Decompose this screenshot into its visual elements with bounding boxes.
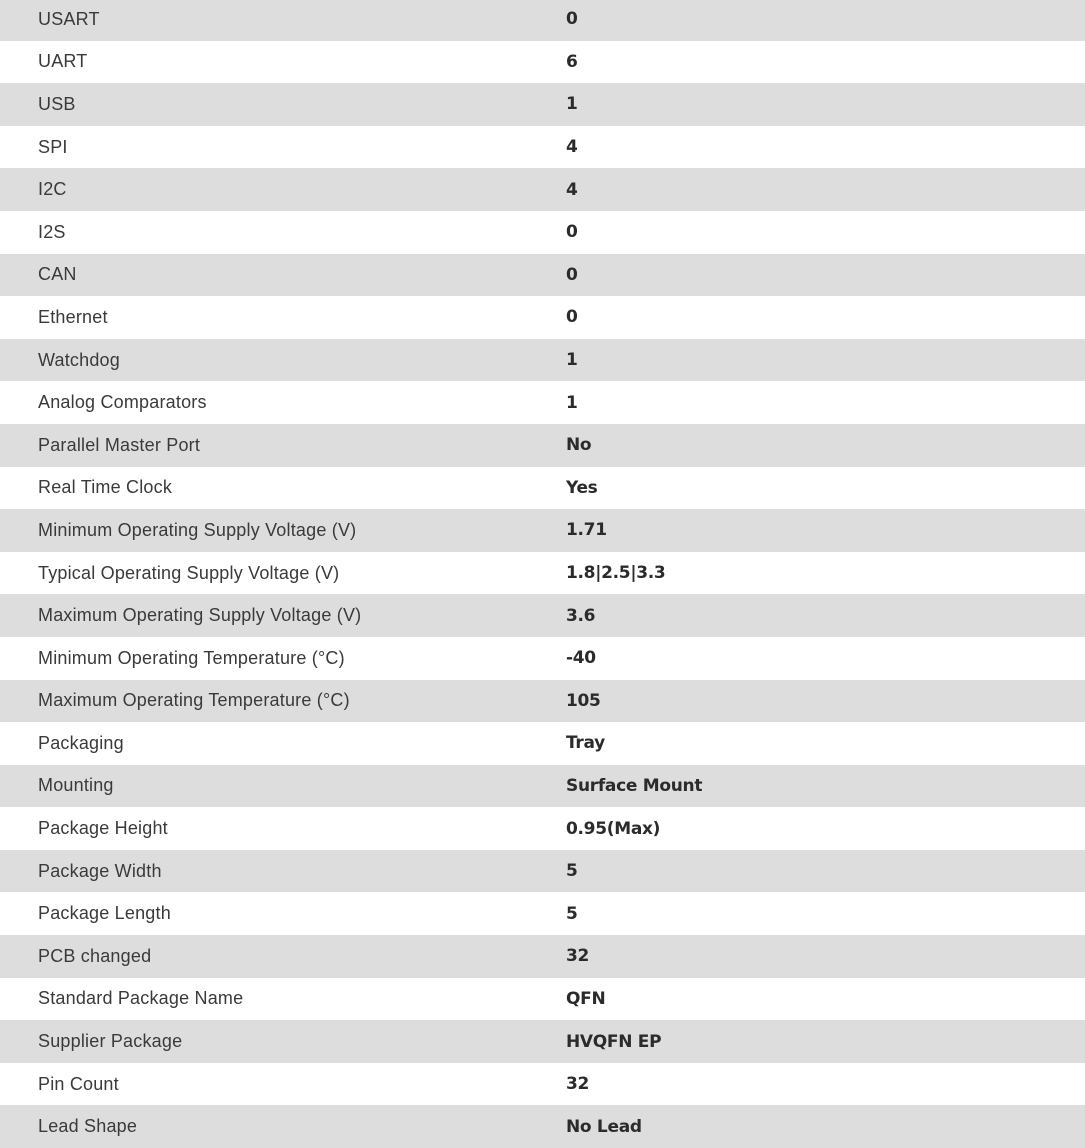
spec-label: Minimum Operating Supply Voltage (V) <box>38 519 357 540</box>
spec-label: Ethernet <box>38 306 108 327</box>
table-row <box>0 83 1085 126</box>
spec-value: 0 <box>566 307 578 328</box>
spec-label: PCB changed <box>38 945 152 966</box>
spec-value: 3.6 <box>566 605 596 626</box>
spec-value: Yes <box>566 477 598 498</box>
table-row <box>0 1020 1085 1063</box>
table-row <box>0 381 1085 424</box>
spec-label: Pin Count <box>38 1073 119 1094</box>
table-row <box>0 41 1085 84</box>
spec-label: USART <box>38 8 100 29</box>
spec-label: Supplier Package <box>38 1031 183 1052</box>
spec-value: 32 <box>566 946 590 967</box>
spec-label: I2C <box>38 179 67 200</box>
spec-label: SPI <box>38 136 68 157</box>
spec-value: 5 <box>566 861 578 882</box>
spec-value: 6 <box>566 51 578 72</box>
table-row <box>0 1063 1085 1106</box>
spec-value: QFN <box>566 988 606 1009</box>
spec-value: 1.71 <box>566 520 607 541</box>
table-row <box>0 0 1085 41</box>
table-row <box>0 807 1085 850</box>
table-row <box>0 467 1085 510</box>
spec-label: Lead Shape <box>38 1116 138 1137</box>
table-row <box>0 892 1085 935</box>
table-row <box>0 296 1085 339</box>
spec-value: 0 <box>566 222 578 243</box>
spec-label: Packaging <box>38 732 124 753</box>
table-row <box>0 126 1085 169</box>
table-row <box>0 850 1085 893</box>
spec-value: No Lead <box>566 1116 642 1137</box>
table-row <box>0 168 1085 211</box>
spec-label: Typical Operating Supply Voltage (V) <box>38 562 340 583</box>
spec-label: Parallel Master Port <box>38 434 201 455</box>
spec-label: Package Width <box>38 860 162 881</box>
spec-value: 1.8|2.5|3.3 <box>566 563 666 584</box>
spec-label: Analog Comparators <box>38 392 207 413</box>
spec-value: -40 <box>566 648 596 669</box>
spec-label: Standard Package Name <box>38 988 244 1009</box>
table-row <box>0 509 1085 552</box>
spec-label: Maximum Operating Temperature (°C) <box>38 690 350 711</box>
table-row <box>0 978 1085 1021</box>
table-row <box>0 552 1085 595</box>
spec-value: 0.95(Max) <box>566 818 661 839</box>
spec-value: 32 <box>566 1074 590 1095</box>
table-row <box>0 424 1085 467</box>
spec-value: Surface Mount <box>566 775 703 796</box>
spec-label: USB <box>38 93 76 114</box>
spec-label: CAN <box>38 264 77 285</box>
spec-label: I2S <box>38 221 66 242</box>
spec-value: 0 <box>566 264 578 285</box>
spec-value: 1 <box>566 94 578 115</box>
spec-value: 1 <box>566 392 578 413</box>
spec-value: 1 <box>566 350 578 371</box>
spec-label: Package Height <box>38 818 168 839</box>
table-row <box>0 722 1085 765</box>
spec-label: Minimum Operating Temperature (°C) <box>38 647 345 668</box>
spec-value: No <box>566 435 592 456</box>
table-row <box>0 637 1085 680</box>
spec-value: 4 <box>566 179 578 200</box>
spec-label: Real Time Clock <box>38 477 173 498</box>
spec-value: 4 <box>566 137 578 158</box>
spec-label: Mounting <box>38 775 114 796</box>
table-row <box>0 765 1085 808</box>
table-row <box>0 211 1085 254</box>
spec-value: HVQFN EP <box>566 1031 662 1052</box>
table-row <box>0 339 1085 382</box>
spec-value: 105 <box>566 690 601 711</box>
table-row <box>0 680 1085 723</box>
spec-label: Package Length <box>38 903 171 924</box>
spec-label: UART <box>38 51 88 72</box>
table-row <box>0 254 1085 297</box>
spec-label: Maximum Operating Supply Voltage (V) <box>38 605 362 626</box>
table-row <box>0 935 1085 978</box>
spec-value: 0 <box>566 9 578 30</box>
table-row <box>0 594 1085 637</box>
spec-value: 5 <box>566 903 578 924</box>
spec-label: Watchdog <box>38 349 120 370</box>
spec-value: Tray <box>566 733 605 754</box>
